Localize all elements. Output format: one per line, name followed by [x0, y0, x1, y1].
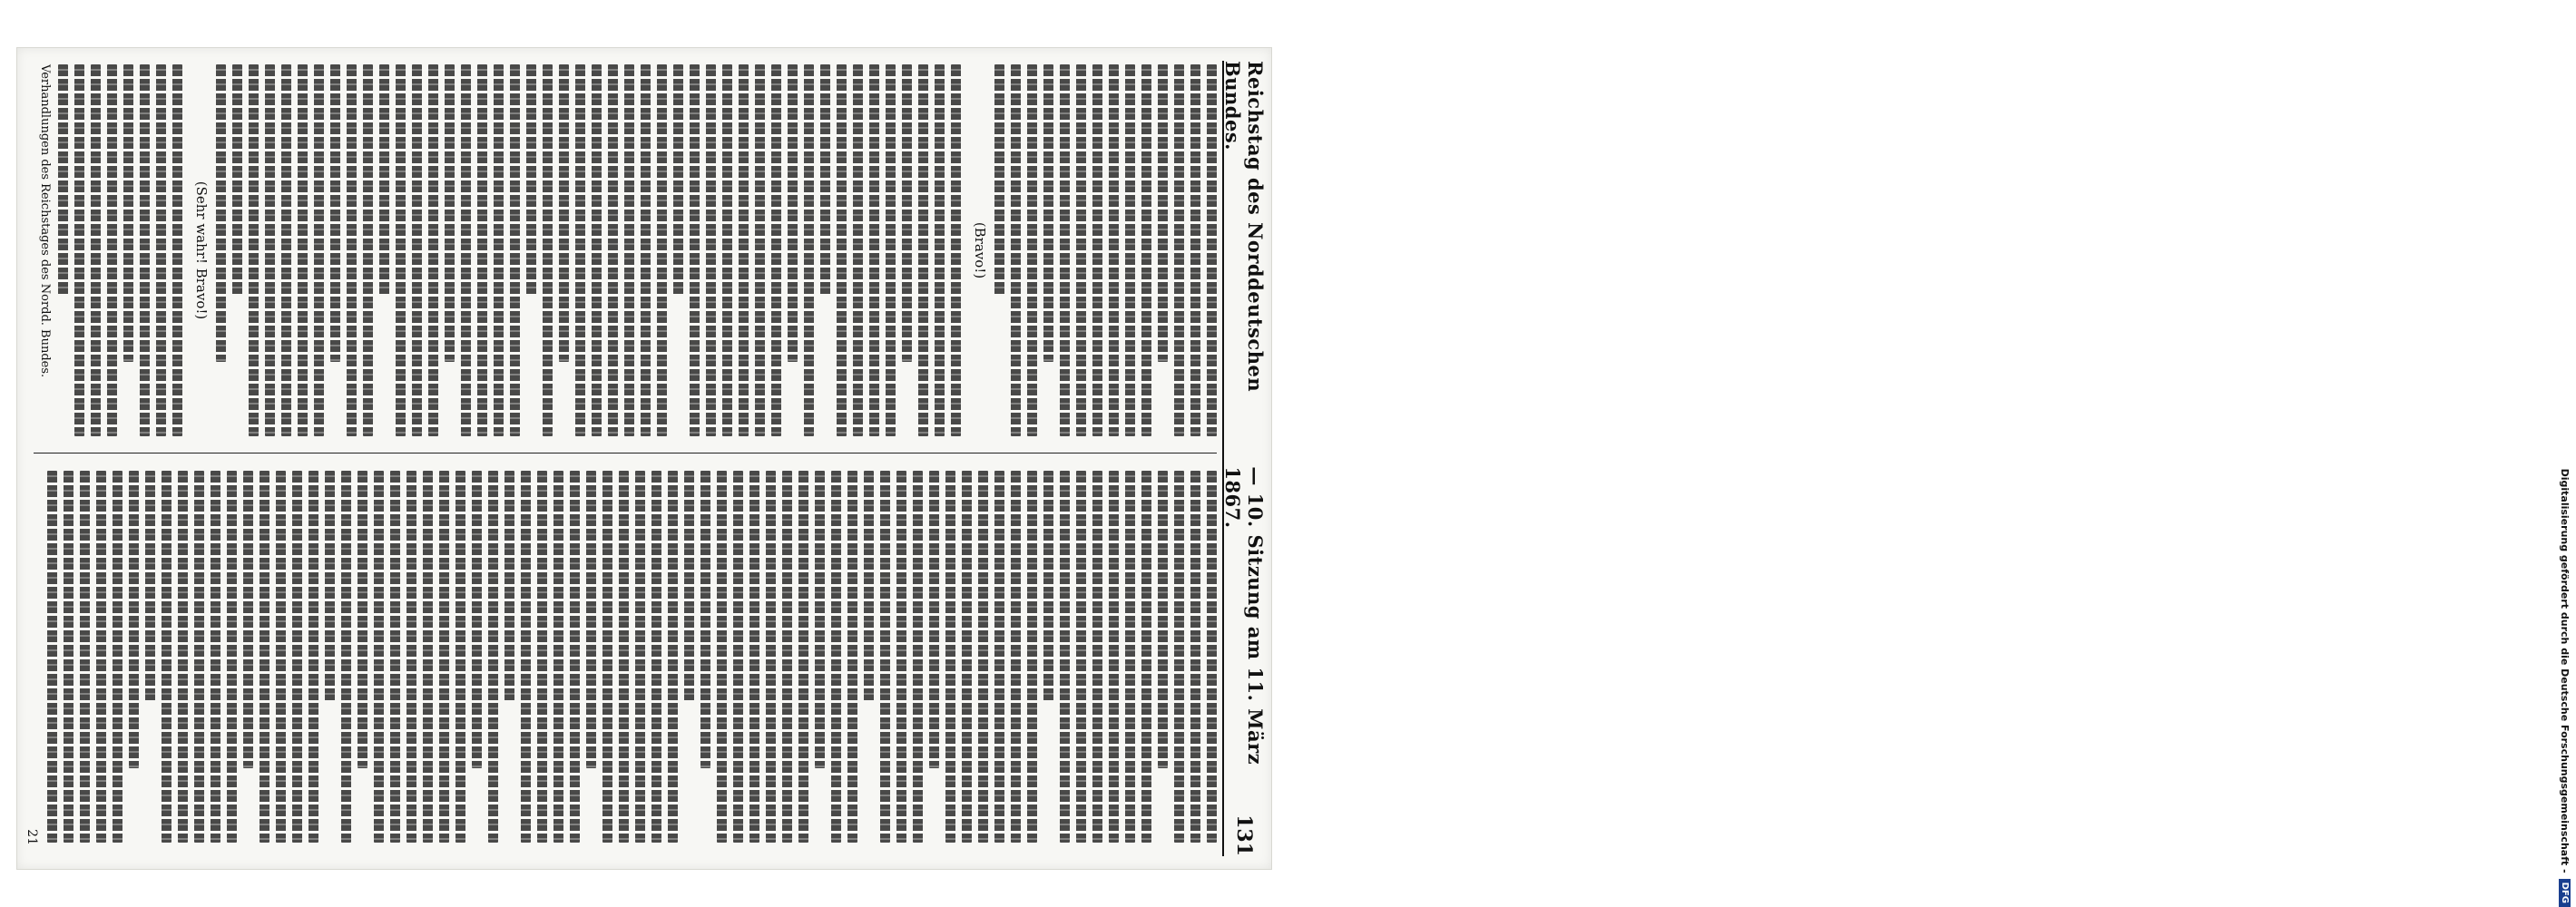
text-line [1125, 64, 1135, 436]
text-line [123, 64, 133, 362]
text-line [1158, 64, 1168, 362]
text-line [260, 471, 269, 843]
text-line [1141, 64, 1151, 436]
text-line [129, 471, 139, 768]
text-line [929, 471, 939, 768]
text-line [363, 64, 373, 436]
footer-text: Verhandlungen des Reichstages des Nordd. Bundes. [38, 64, 52, 378]
newspaper-page [16, 47, 1272, 870]
text-line [211, 471, 220, 843]
text-line [602, 471, 612, 843]
text-line [439, 471, 449, 843]
text-line [673, 64, 683, 295]
text-line [553, 471, 563, 843]
text-line [739, 64, 749, 436]
text-line [412, 64, 422, 436]
text-line [472, 471, 482, 768]
text-line [994, 471, 1004, 843]
text-line [162, 471, 171, 843]
text-line [156, 64, 166, 436]
text-line [1076, 64, 1086, 436]
text-line [847, 471, 857, 843]
text-line [341, 471, 351, 843]
text-line [559, 64, 569, 362]
text-line [1190, 471, 1200, 843]
text-line [755, 64, 765, 436]
text-line [178, 471, 188, 843]
text-line [820, 64, 830, 295]
text-line [510, 64, 520, 436]
text-line [1109, 471, 1119, 843]
text-line [1092, 64, 1102, 436]
text-line [1109, 64, 1119, 436]
dfg-logo: DFG [2559, 879, 2571, 907]
text-line [886, 64, 896, 436]
text-line [276, 471, 286, 843]
text-line [608, 64, 618, 436]
text-line [624, 64, 634, 436]
text-line [722, 64, 732, 436]
text-line [635, 471, 645, 843]
text-line [74, 64, 84, 436]
text-line [706, 64, 716, 436]
side-imprint-text [2553, 9, 2576, 907]
text-line [592, 64, 602, 436]
text-line [521, 471, 531, 843]
text-line [1174, 64, 1184, 436]
text-line [1207, 471, 1217, 843]
text-line [1027, 471, 1037, 843]
text-line [145, 471, 155, 701]
text-line [227, 471, 237, 843]
text-line [869, 64, 879, 436]
text-line [690, 64, 700, 436]
text-line [766, 471, 776, 843]
column-divider [34, 453, 1217, 454]
text-line [1060, 64, 1070, 436]
text-line [504, 471, 514, 701]
text-line [396, 64, 406, 436]
text-line [80, 471, 90, 843]
text-line [325, 471, 335, 701]
text-line [477, 64, 487, 436]
text-line [455, 471, 465, 843]
text-line [804, 64, 814, 436]
text-line [962, 471, 972, 843]
text-line [298, 64, 308, 436]
text-line [798, 471, 808, 843]
text-line [543, 64, 553, 436]
page-header [1221, 61, 1267, 856]
text-line [1092, 471, 1102, 843]
text-line [782, 471, 792, 843]
text-line [1011, 471, 1021, 843]
text-line [428, 64, 438, 436]
text-line [700, 471, 710, 768]
sheet-mark: 21 [24, 829, 39, 845]
rotated-page-content [17, 48, 1271, 869]
text-line [47, 471, 57, 843]
sehr-wahr-label: (Sehr wahr! Bravo!) [193, 180, 210, 320]
text-line [913, 471, 923, 843]
text-line [347, 64, 357, 436]
text-line [1158, 471, 1168, 768]
text-line [575, 64, 585, 436]
text-line [330, 64, 340, 362]
text-line [281, 64, 291, 436]
text-line [265, 64, 275, 436]
text-line [1011, 64, 1021, 436]
text-line [461, 64, 471, 436]
text-line [668, 471, 678, 843]
text-line [140, 64, 150, 436]
text-line [91, 64, 101, 436]
text-line [445, 64, 455, 362]
right-column-text [47, 471, 1217, 843]
text-line [918, 64, 928, 436]
text-line [864, 471, 874, 701]
text-line [1060, 471, 1070, 843]
text-line [58, 64, 68, 295]
text-line [1125, 471, 1135, 843]
left-column [34, 64, 1217, 436]
text-line [423, 471, 433, 843]
text-line [64, 471, 73, 843]
text-line [249, 64, 259, 436]
text-line [831, 471, 841, 843]
text-line [243, 471, 253, 768]
text-line [853, 64, 863, 436]
text-line [390, 471, 400, 843]
bravo-label: (Bravo!) [972, 221, 988, 279]
text-line [788, 64, 798, 362]
page-number: 131 [1232, 814, 1256, 856]
text-line [994, 64, 1004, 295]
text-line [1043, 471, 1053, 701]
text-line [1027, 64, 1037, 436]
text-line [978, 471, 988, 843]
page-title: Reichstag des Norddeutschen Bundes. [1221, 61, 1267, 393]
text-line [374, 471, 384, 843]
text-line [172, 64, 182, 436]
text-line [406, 471, 416, 843]
text-line [488, 471, 498, 843]
side-imprint [1277, 0, 2571, 907]
text-line [1190, 64, 1200, 436]
text-line [1174, 471, 1184, 843]
text-line [651, 471, 661, 843]
imprint-caption: Digitalisierung gefördert durch die Deutsche Forschungsgemeinschaft - [2559, 468, 2571, 873]
text-line [232, 64, 242, 295]
text-line [880, 471, 890, 843]
text-line [641, 64, 651, 436]
text-line [749, 471, 759, 843]
text-line [1207, 64, 1217, 436]
text-line [194, 471, 204, 843]
text-line [619, 471, 629, 843]
text-line [945, 471, 955, 843]
text-line [896, 471, 906, 843]
text-line [733, 471, 743, 843]
text-line [657, 64, 667, 436]
text-line [837, 64, 847, 436]
text-line [1043, 64, 1053, 362]
left-column-text-a [994, 64, 1217, 436]
left-column-text-c [58, 64, 182, 436]
text-line [717, 471, 727, 843]
text-line [684, 471, 694, 701]
text-line [570, 471, 580, 843]
text-line [526, 64, 536, 295]
text-line [951, 64, 961, 436]
text-line [494, 64, 504, 436]
text-line [586, 471, 596, 768]
text-line [292, 471, 302, 843]
text-line [216, 64, 226, 362]
left-column-text-b [216, 64, 961, 436]
text-line [815, 471, 825, 768]
text-line [96, 471, 106, 843]
session-title: — 10. Sitzung am 11. März 1867. [1221, 466, 1267, 766]
text-line [935, 64, 945, 436]
text-line [358, 471, 367, 768]
text-line [1141, 471, 1151, 843]
text-line [314, 64, 324, 436]
text-line [379, 64, 389, 295]
text-line [309, 471, 318, 843]
text-line [1076, 471, 1086, 843]
text-line [537, 471, 547, 843]
text-line [771, 64, 781, 436]
text-line [902, 64, 912, 362]
right-column [34, 471, 1217, 843]
text-line [113, 471, 122, 843]
text-line [107, 64, 117, 436]
